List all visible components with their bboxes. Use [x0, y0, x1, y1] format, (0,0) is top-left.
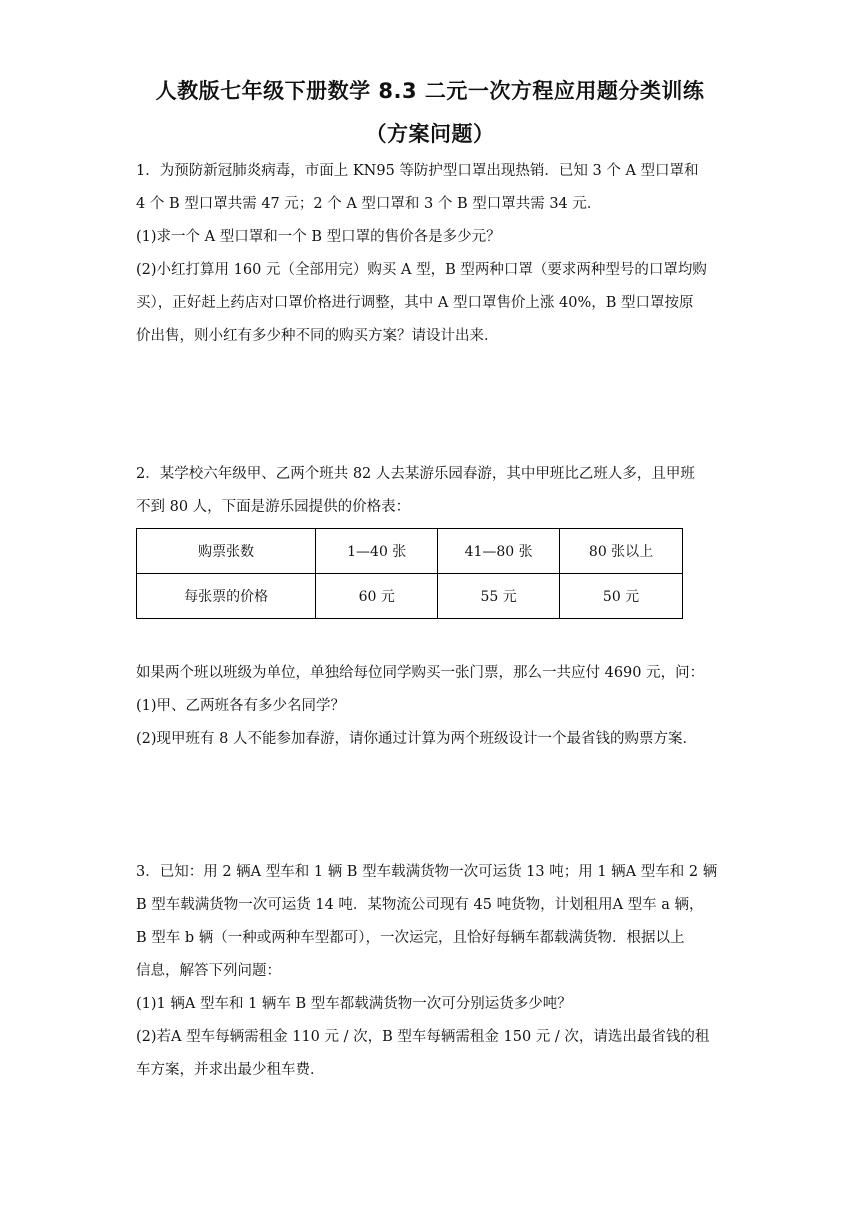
table-cell: 80 张以上 — [560, 529, 683, 574]
table-cell: 41—80 张 — [438, 529, 560, 574]
question-3-line: (2)若A 型车每辆需租金 110 元 / 次，B 型车每辆需租金 150 元 / 次，请选出最省钱的租 — [136, 1029, 710, 1045]
question-3-line: 信息，解答下列问题： — [136, 963, 281, 979]
table-cell: 60 元 — [316, 574, 438, 619]
question-3-line: B 型车 b 辆（一种或两种车型都可），一次运完，且恰好每辆车都载满货物．根据以上 — [136, 930, 685, 946]
table-cell: 每张票的价格 — [137, 574, 316, 619]
table-row — [137, 574, 683, 619]
table-cell: 50 元 — [560, 574, 683, 619]
table-cell: 购票张数 — [137, 529, 316, 574]
question-2-line: (1)甲、乙两班各有多少名同学？ — [136, 698, 346, 714]
question-2 — [136, 458, 726, 524]
table-row — [137, 529, 683, 574]
question-1 — [136, 155, 726, 353]
question-1-line: 4 个 B 型口罩共需 47 元；2 个 A 型口罩和 3 个 B 型口罩共需 34 元． — [136, 196, 602, 212]
question-2-line: (2)现甲班有 8 人不能参加春游，请你通过计算为两个班级设计一个最省钱的购票方案． — [136, 731, 697, 747]
question-2-line: 如果两个班以班级为单位，单独给每位同学购买一张门票，那么一共应付 4690 元，问： — [136, 665, 705, 681]
question-3-line: B 型车载满货物一次可运货 14 吨．某物流公司现有 45 吨货物，计划租用A 型车 a 辆， — [136, 897, 704, 913]
question-1-line: 买），正好赶上药店对口罩价格进行调整，其中 A 型口罩售价上涨 40%，B 型口罩按原 — [136, 295, 694, 311]
question-3-line: 3．已知：用 2 辆A 型车和 1 辆 B 型车载满货物一次可运货 13 吨；用 1 辆A 型车和 2 辆 — [136, 864, 718, 880]
document-subtitle: （方案问题） — [365, 122, 495, 146]
question-2-line: 2．某学校六年级甲、乙两个班共 82 人去某游乐园春游，其中甲班比乙班人多，且甲班 — [136, 466, 695, 482]
question-2-line: 不到 80 人，下面是游乐园提供的价格表： — [136, 499, 411, 515]
question-1-line: (1)求一个 A 型口罩和一个 B 型口罩的售价各是多少元？ — [136, 229, 501, 245]
table-cell: 55 元 — [438, 574, 560, 619]
question-3-line: 车方案，并求出最少租车费． — [136, 1062, 325, 1078]
table-cell: 1—40 张 — [316, 529, 438, 574]
document-title: 人教版七年级下册数学 8.3 二元一次方程应用题分类训练 — [155, 79, 705, 103]
price-table — [136, 528, 683, 619]
question-1-line: 价出售，则小红有多少种不同的购买方案？请设计出来． — [136, 328, 499, 344]
question-1-line: (2)小红打算用 160 元（全部用完）购买 A 型，B 型两种口罩（要求两种型号的口罩均购 — [136, 262, 707, 278]
question-3-line: (1)1 辆A 型车和 1 辆车 B 型车都载满货物一次可分别运货多少吨？ — [136, 996, 572, 1012]
question-3 — [136, 856, 726, 1087]
question-1-line: 1．为预防新冠肺炎病毒，市面上 KN95 等防护型口罩出现热销．已知 3 个 A 型口罩和 — [136, 163, 699, 179]
question-2-continued — [136, 657, 726, 756]
